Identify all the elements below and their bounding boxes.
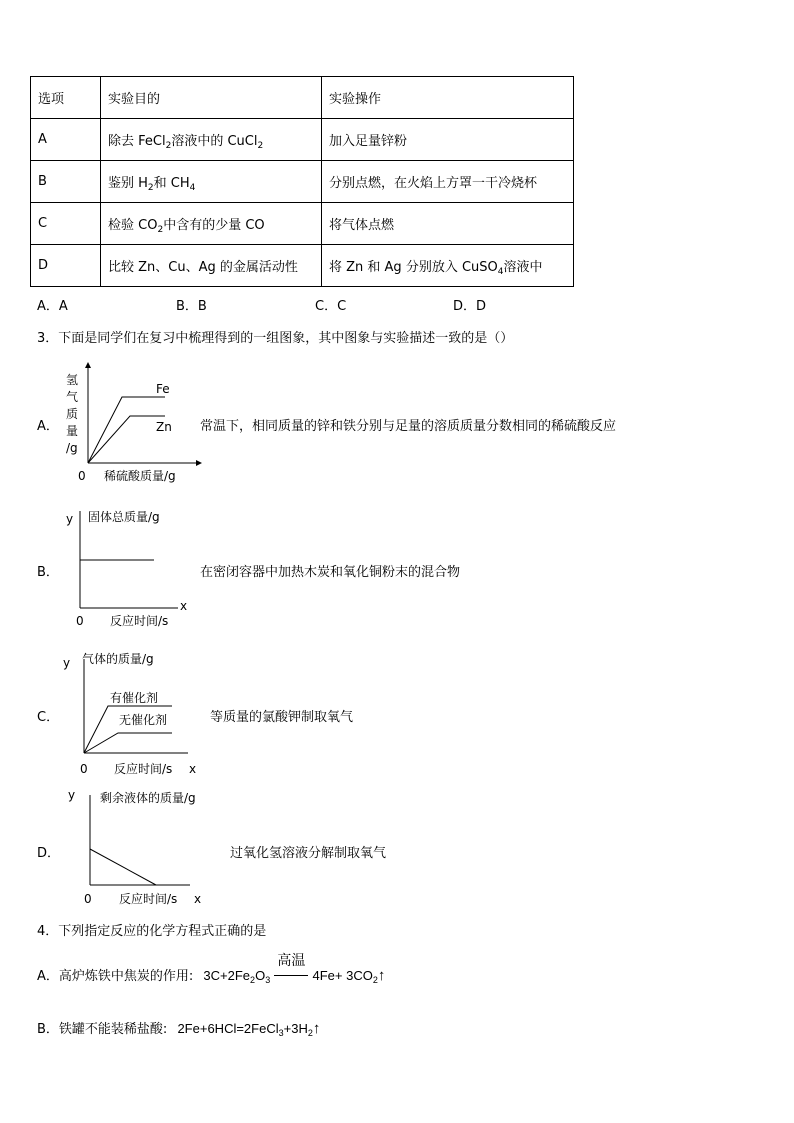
origin-label: 0	[76, 614, 84, 628]
row-operation: 加入足量锌粉	[322, 119, 574, 161]
y-label-3: 质	[66, 407, 79, 421]
equation-a-left: $3C+2Fe_2O_3$	[203, 968, 271, 985]
table-header-row	[31, 77, 574, 119]
y-axis-label: 固体总质量/g	[88, 510, 160, 524]
y-label-1: 氢	[66, 373, 79, 387]
q2-choice-b: B．B	[176, 299, 207, 314]
q4-option-a-label: A．高炉炼铁中焦炭的作用:	[37, 969, 194, 984]
table-row	[31, 203, 574, 245]
q3-option-d-label: D．	[37, 846, 61, 861]
y-letter: y	[63, 656, 71, 670]
q3-option-c-desc: 等质量的氯酸钾制取氧气	[210, 710, 354, 725]
q3-option-d-desc: 过氧化氢溶液分解制取氧气	[230, 846, 387, 861]
q2-choice-d: D．D	[453, 299, 487, 314]
y-axis-label: 剩余液体的质量/g	[100, 791, 196, 805]
header-purpose: 实验目的	[101, 77, 322, 119]
origin-label: 0	[80, 762, 88, 776]
row-option: C	[31, 203, 101, 245]
q3-graph-b	[60, 505, 195, 630]
x-axis-label: 反应时间/s	[110, 614, 169, 628]
origin-label: 0	[78, 469, 86, 483]
equation-b: $2Fe+6HCl=2FeCl_3+3H_2↑$	[177, 1020, 321, 1038]
q3-graph-c	[60, 645, 205, 780]
header-option: 选项	[31, 77, 101, 119]
x-letter: x	[189, 762, 197, 776]
q4-option-a	[37, 953, 386, 985]
label-fe: Fe	[156, 382, 170, 396]
line-remaining-liquid	[90, 849, 156, 885]
question-4-stem: 4．下列指定反应的化学方程式正确的是	[37, 924, 267, 939]
q2-choice-c: C．C	[315, 299, 347, 314]
row-option: D	[31, 245, 101, 287]
experiment-table	[30, 76, 574, 287]
line-fe	[88, 397, 165, 463]
row-operation: 将 Zn 和 Ag 分别放入 CuSO$_4$溶液中	[322, 245, 574, 287]
x-axis-label: 稀硫酸质量/g	[104, 469, 176, 483]
row-option: A	[31, 119, 101, 161]
q3-graph-a	[60, 362, 200, 487]
row-purpose: 除去 FeCl$_2$溶液中的 CuCl$_2$	[101, 119, 322, 161]
question-3-stem: 3．下面是同学们在复习中梳理得到的一组图象，其中图象与实验描述一致的是（）	[37, 331, 514, 346]
label-with-catalyst: 有催化剂	[110, 691, 159, 705]
x-axis-arrow	[196, 460, 202, 466]
label-zn: Zn	[156, 420, 172, 434]
x-axis-label: 反应时间/s	[114, 762, 173, 776]
q4-option-b	[37, 1018, 320, 1037]
y-label-2: 气	[66, 390, 79, 404]
row-purpose: 检验 $CO_2$中含有的少量 CO	[101, 203, 322, 245]
table-row	[31, 119, 574, 161]
row-option: B	[31, 161, 101, 203]
row-purpose: 比较 Zn、Cu、Ag 的金属活动性	[101, 245, 322, 287]
q3-option-a-label: A．	[37, 419, 59, 434]
q4-option-b-label: B．铁罐不能装稀盐酸:	[37, 1022, 168, 1037]
x-axis-label: 反应时间/s	[119, 892, 178, 906]
equation-a-right: $4Fe+ 3CO_2↑$	[312, 967, 386, 985]
q3-option-b-desc: 在密闭容器中加热木炭和氧化铜粉末的混合物	[200, 565, 461, 580]
condition-bar	[274, 975, 308, 976]
header-operation: 实验操作	[322, 77, 574, 119]
row-operation: 分别点燃，在火焰上方罩一干冷烧杯	[322, 161, 574, 203]
x-letter: x	[180, 599, 188, 613]
row-purpose: 鉴别 $H_2$和 $CH_4$	[101, 161, 322, 203]
y-axis-arrow	[85, 362, 91, 368]
q3-option-b-label: B．	[37, 565, 59, 580]
table-row	[31, 161, 574, 203]
y-axis-label: 气体的质量/g	[82, 652, 154, 666]
label-without-catalyst: 无催化剂	[119, 713, 168, 727]
q2-choice-a: A．A	[37, 299, 68, 314]
reaction-condition	[274, 953, 308, 984]
x-letter: x	[194, 892, 202, 906]
row-operation: 将气体点燃	[322, 203, 574, 245]
y-letter: y	[68, 788, 76, 802]
line-without-catalyst	[84, 733, 172, 753]
table-row	[31, 245, 574, 287]
y-label-5: /g	[66, 441, 78, 455]
y-letter: y	[66, 512, 74, 526]
q3-option-c-label: C．	[37, 710, 60, 725]
y-label-4: 量	[66, 424, 79, 438]
q3-option-a-desc: 常温下，相同质量的锌和铁分别与足量的溶质质量分数相同的稀硫酸反应	[200, 419, 617, 434]
origin-label: 0	[84, 892, 92, 906]
q3-graph-d	[60, 785, 220, 910]
condition-text: 高温	[277, 953, 306, 969]
